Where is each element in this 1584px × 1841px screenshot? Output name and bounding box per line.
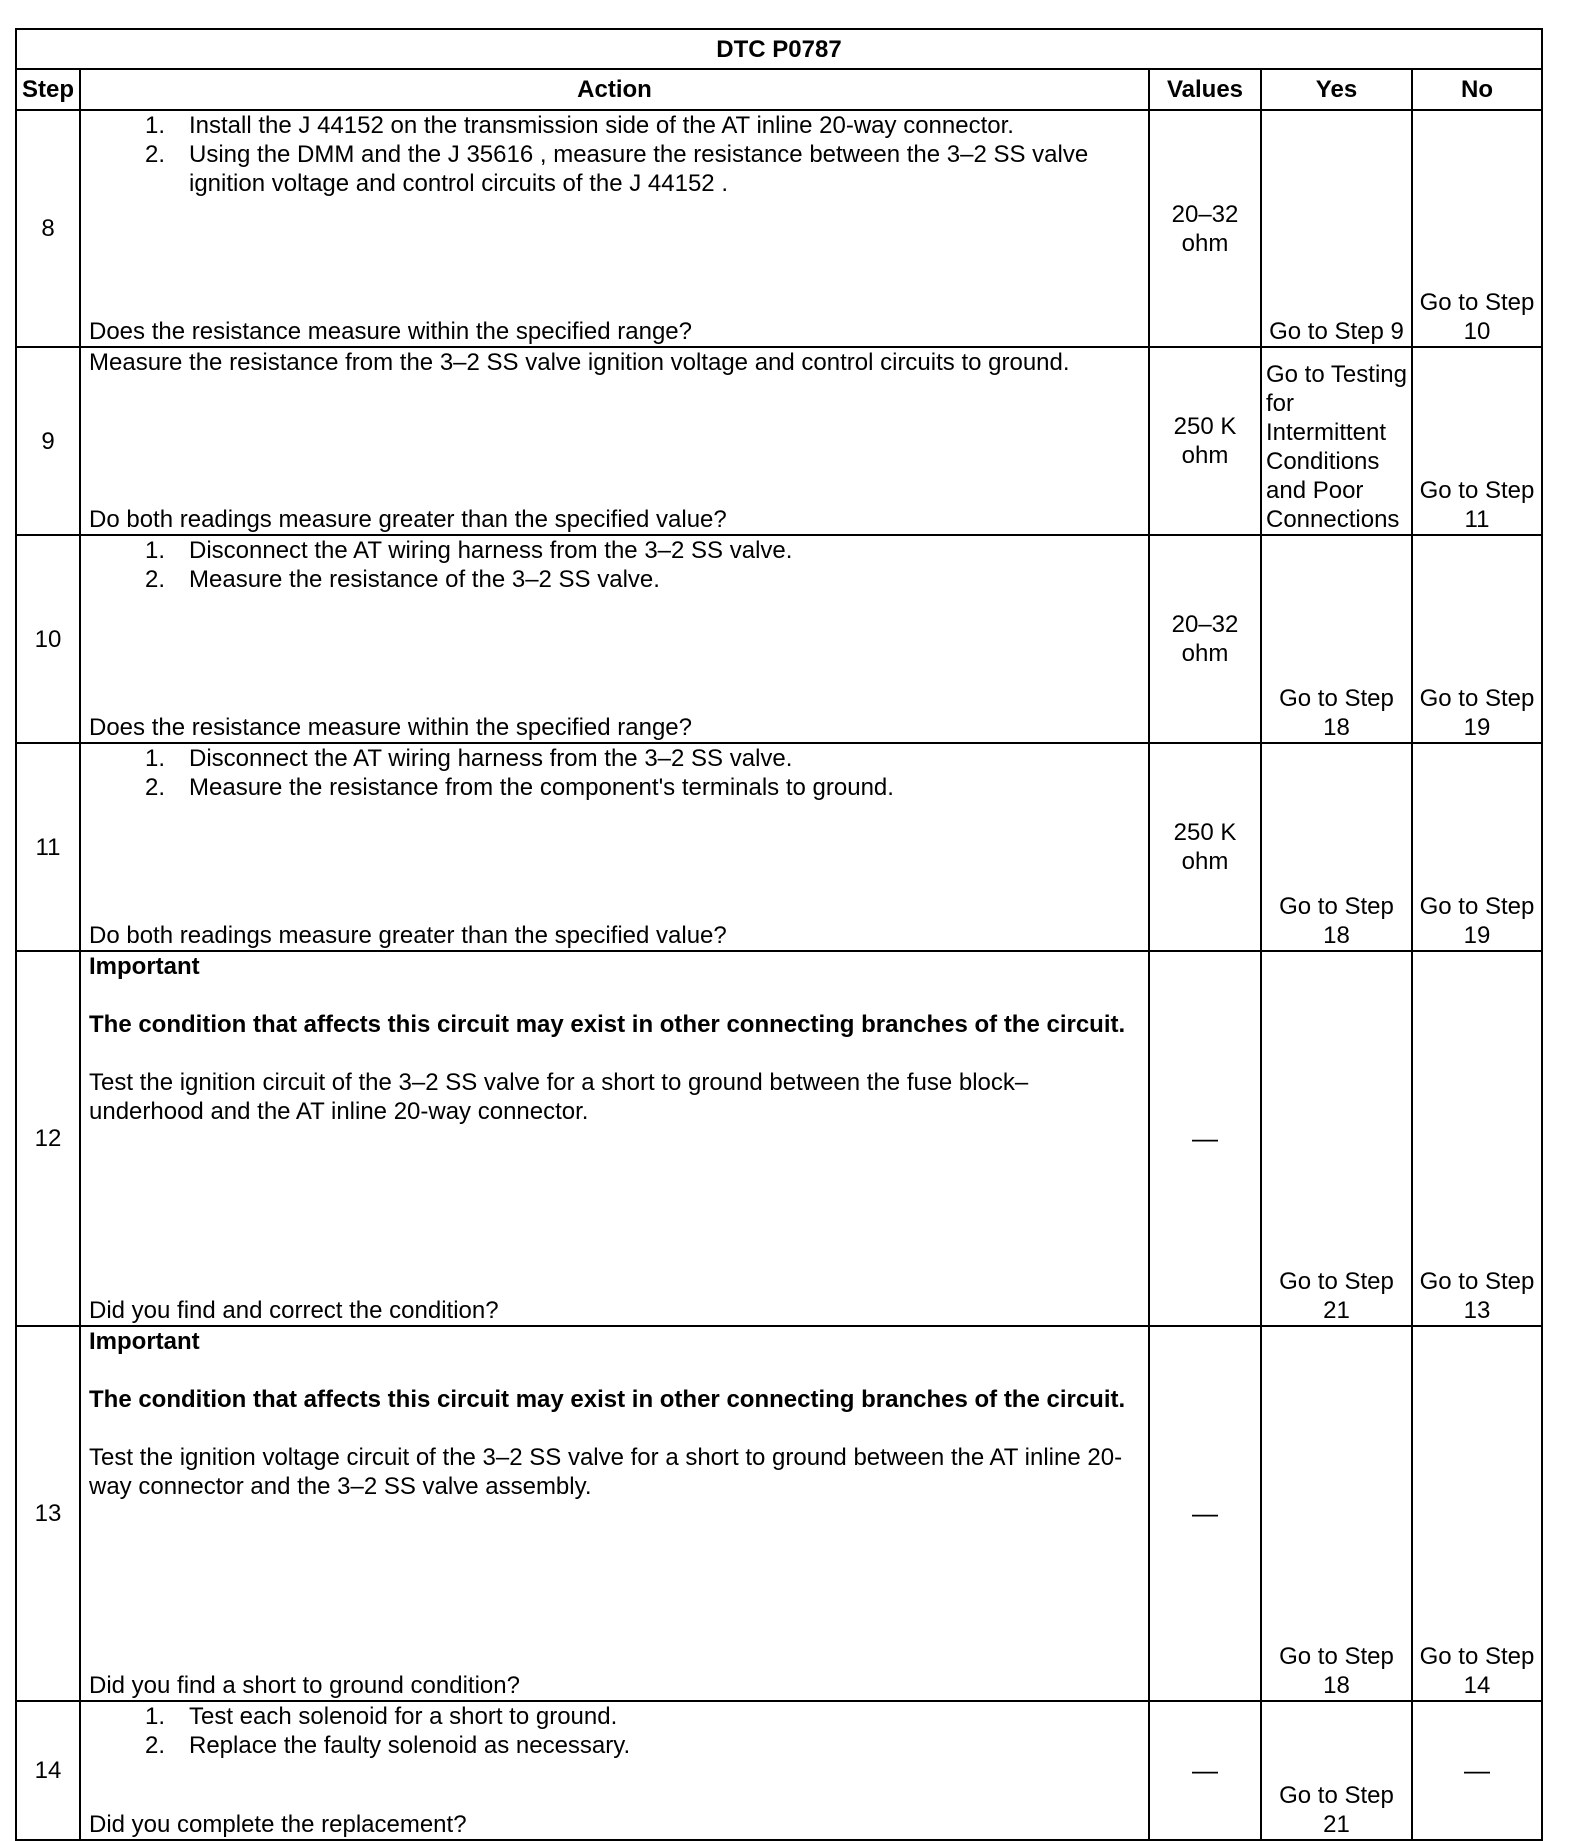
action-question: Do both readings measure greater than the specified value? <box>89 506 727 533</box>
list-item: 1. Disconnect the AT wiring harness from the 3–2 SS valve. <box>144 537 793 564</box>
yes-cell: Go to Step 18 <box>1261 743 1412 951</box>
list-item: 1. Test each solenoid for a short to ground. <box>144 1703 618 1730</box>
no-cell: — <box>1412 1701 1542 1840</box>
step-number: 12 <box>16 951 80 1326</box>
important-note: The condition that affects this circuit may exist in other connecting branches of the circuit. <box>89 1011 1126 1038</box>
header-yes: Yes <box>1261 69 1412 110</box>
action-cell <box>80 347 1149 535</box>
action-cell <box>80 743 1149 951</box>
step-number: 13 <box>16 1326 80 1701</box>
value-cell: — <box>1149 1326 1261 1701</box>
action-question: Did you find and correct the condition? <box>89 1297 499 1324</box>
action-cell <box>80 1326 1149 1701</box>
table-title: DTC P0787 <box>16 29 1542 69</box>
header-no: No <box>1412 69 1542 110</box>
important-note: The condition that affects this circuit may exist in other connecting branches of the circuit. <box>89 1386 1126 1413</box>
value-cell: 250 K ohm <box>1149 347 1261 535</box>
action-question: Did you find a short to ground condition? <box>89 1672 520 1699</box>
action-question: Do both readings measure greater than the specified value? <box>89 922 727 949</box>
list-item: 2. Measure the resistance from the component's terminals to ground. <box>144 774 894 801</box>
value-cell: 20–32 ohm <box>1149 110 1261 347</box>
action-cell <box>80 535 1149 743</box>
table-row <box>16 951 1542 1326</box>
table-row <box>16 1326 1542 1701</box>
action-question: Does the resistance measure within the specified range? <box>89 714 692 741</box>
list-item: 2. Using the DMM and the J 35616 , measure the resistance between the 3–2 SS valve ignition voltage and control circuits of the J 44152 . <box>144 141 1089 197</box>
no-cell: Go to Step 19 <box>1412 535 1542 743</box>
step-number: 11 <box>16 743 80 951</box>
header-step: Step <box>16 69 80 110</box>
action-text: Measure the resistance from the 3–2 SS valve ignition voltage and control circuits to ground. <box>89 349 1070 376</box>
action-question: Does the resistance measure within the specified range? <box>89 318 692 345</box>
yes-cell: Go to Step 21 <box>1261 951 1412 1326</box>
action-text: Test the ignition circuit of the 3–2 SS valve for a short to ground between the fuse block–underhood and the AT inline 20-way connector. <box>89 1069 1029 1125</box>
action-list <box>89 536 1140 594</box>
no-cell: Go to Step 10 <box>1412 110 1542 347</box>
value-cell: — <box>1149 951 1261 1326</box>
table-row <box>16 1701 1542 1840</box>
important-label: Important <box>89 1328 200 1355</box>
action-cell <box>80 110 1149 347</box>
important-label: Important <box>89 953 200 980</box>
list-item: 2. Measure the resistance of the 3–2 SS valve. <box>144 566 660 593</box>
action-list <box>89 1702 1140 1760</box>
action-question: Did you complete the replacement? <box>89 1811 467 1838</box>
yes-cell: Go to Step 21 <box>1261 1701 1412 1840</box>
table-row <box>16 110 1542 347</box>
no-cell: Go to Step 13 <box>1412 951 1542 1326</box>
yes-cell: Go to Step 18 <box>1261 1326 1412 1701</box>
step-number: 9 <box>16 347 80 535</box>
no-cell: Go to Step 11 <box>1412 347 1542 535</box>
step-number: 14 <box>16 1701 80 1840</box>
action-text: Test the ignition voltage circuit of the 3–2 SS valve for a short to ground between the AT inline 20-way connector and the 3–2 SS valve assembly. <box>89 1444 1123 1500</box>
step-number: 8 <box>16 110 80 347</box>
table-row <box>16 347 1542 535</box>
action-cell <box>80 951 1149 1326</box>
table-row <box>16 743 1542 951</box>
yes-cell: Go to Step 18 <box>1261 535 1412 743</box>
no-cell: Go to Step 19 <box>1412 743 1542 951</box>
list-item: 1. Disconnect the AT wiring harness from the 3–2 SS valve. <box>144 745 793 772</box>
dtc-table <box>15 28 1543 1841</box>
yes-cell: Go to Step 9 <box>1261 110 1412 347</box>
no-cell: Go to Step 14 <box>1412 1326 1542 1701</box>
yes-cell: Go to Testing for Intermittent Conditions and Poor Connections <box>1261 347 1412 535</box>
step-number: 10 <box>16 535 80 743</box>
action-list <box>89 111 1140 198</box>
list-item: 2. Replace the faulty solenoid as necessary. <box>144 1732 631 1759</box>
list-item: 1. Install the J 44152 on the transmission side of the AT inline 20-way connector. <box>144 112 1014 139</box>
value-cell: — <box>1149 1701 1261 1840</box>
action-list <box>89 744 1140 802</box>
header-action: Action <box>80 69 1149 110</box>
table-row <box>16 535 1542 743</box>
value-cell: 250 K ohm <box>1149 743 1261 951</box>
value-cell: 20–32 ohm <box>1149 535 1261 743</box>
header-values: Values <box>1149 69 1261 110</box>
action-cell <box>80 1701 1149 1840</box>
